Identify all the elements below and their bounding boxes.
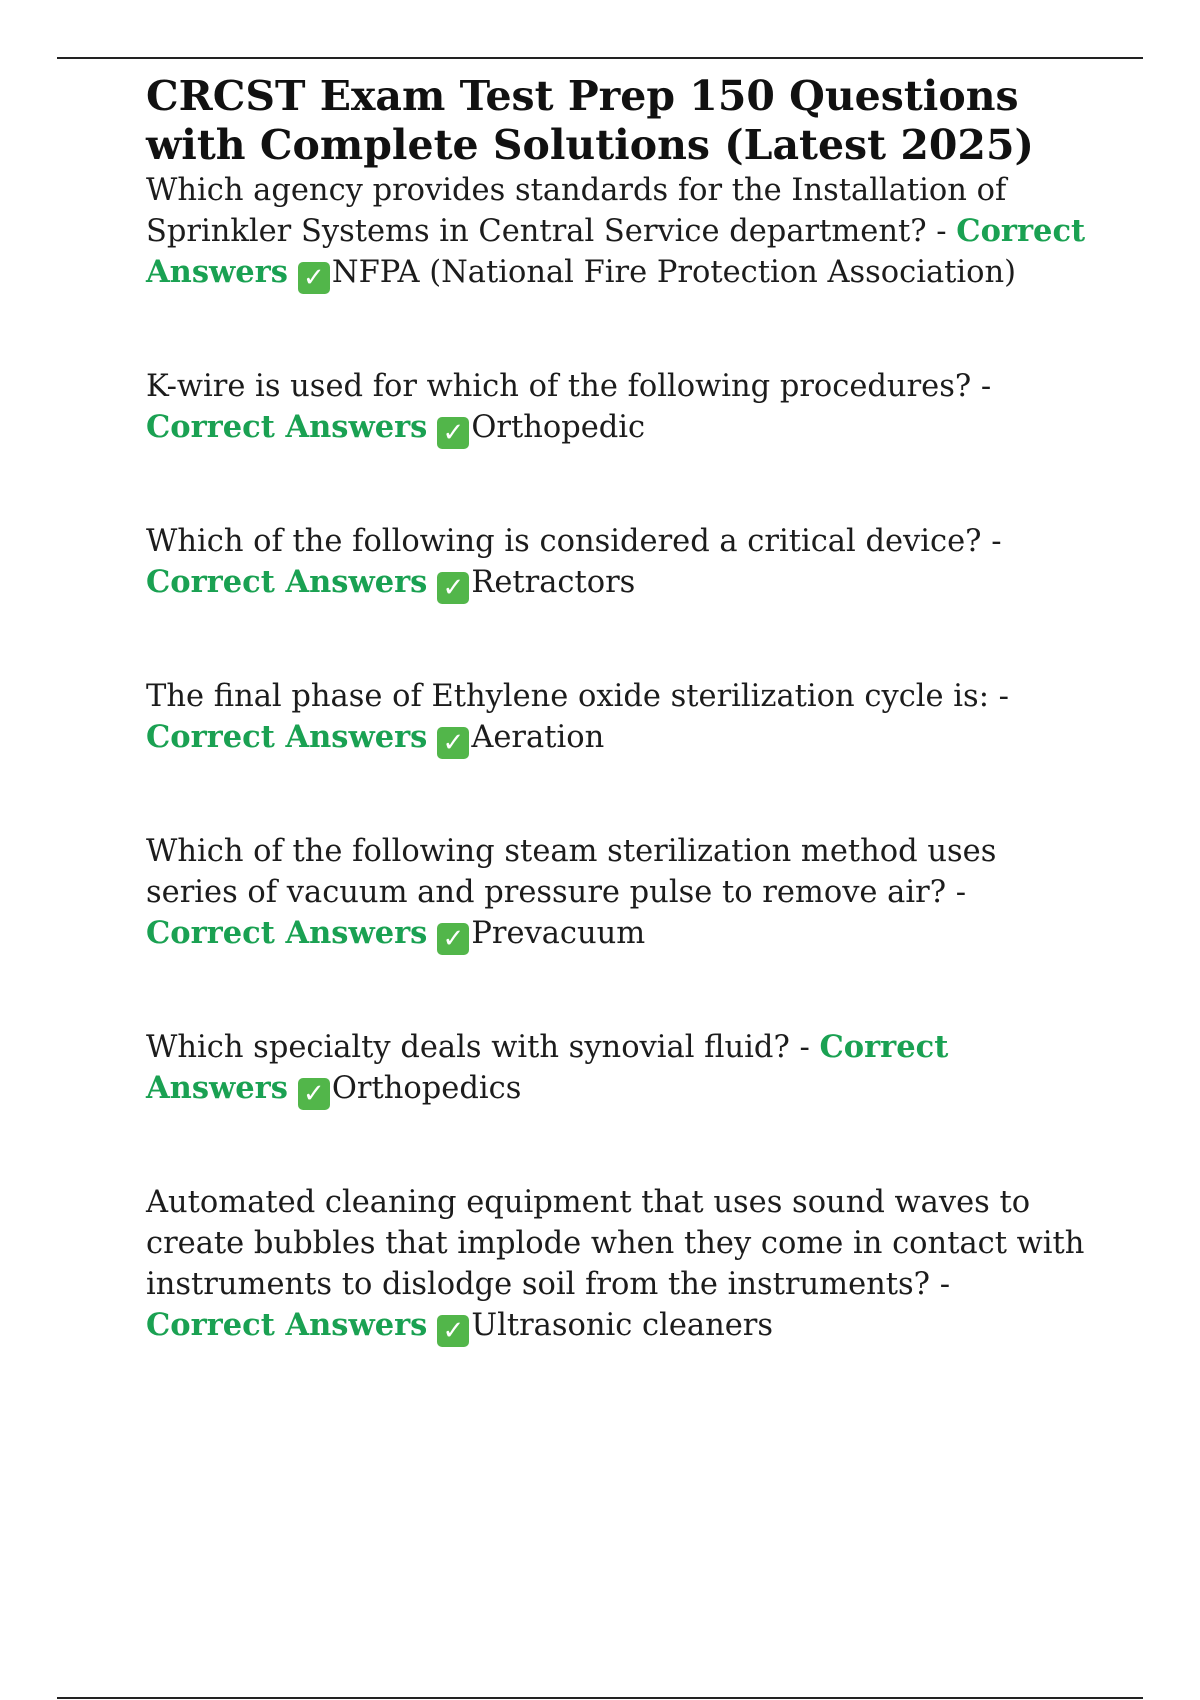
separator: - (946, 875, 967, 910)
check-mark-button-icon: ✓ (437, 417, 469, 449)
document-title: CRCST Exam Test Prep 150 Questions with Complete Solutions (Latest 2025) (146, 72, 1034, 169)
question-item (146, 521, 1086, 604)
separator: - (789, 1030, 820, 1065)
correct-answers-label: Correct Answers (146, 564, 428, 600)
answer-text: Ultrasonic cleaners (471, 1308, 774, 1343)
question-text: Automated cleaning equipment that uses sound waves to create bubbles that implode when they come in contact with instruments to dislodge soil from the instruments? (146, 1185, 1085, 1302)
question-item (146, 366, 1086, 449)
question-item (146, 170, 1086, 294)
question-item (146, 676, 1086, 759)
question-text: Which of the following steam sterilization method uses series of vacuum and pressure pulse to remove air? (146, 834, 997, 910)
bottom-rule (57, 1697, 1143, 1699)
correct-answers-label: Correct Answers (146, 1307, 428, 1343)
separator: - (930, 1267, 951, 1302)
question-item (146, 1182, 1086, 1347)
answer-text: Prevacuum (471, 916, 646, 951)
top-rule (57, 57, 1143, 59)
question-text: K-wire is used for which of the following procedures? (146, 369, 972, 404)
answer-text: Orthopedic (471, 410, 646, 445)
document-body (146, 72, 1086, 1347)
answer-text: NFPA (National Fire Protection Association) (331, 255, 1017, 290)
check-mark-button-icon: ✓ (298, 1078, 330, 1110)
question-item (146, 831, 1086, 955)
answer-text: Orthopedics (331, 1071, 522, 1106)
check-mark-button-icon: ✓ (437, 1315, 469, 1347)
check-mark-button-icon: ✓ (437, 923, 469, 955)
question-text: Which agency provides standards for the Installation of Sprinkler Systems in Central Service department? (146, 173, 1007, 249)
question-text: The final phase of Ethylene oxide sterilization cycle is: (146, 679, 989, 714)
question-text: Which specialty deals with synovial fluid? (146, 1030, 790, 1065)
correct-answers-label: Correct Answers (146, 915, 428, 951)
separator: - (926, 214, 957, 249)
correct-answers-label: Correct Answers (146, 1029, 949, 1106)
correct-answers-label: Correct Answers (146, 213, 1086, 290)
question-list (146, 170, 1086, 1347)
separator: - (971, 369, 992, 404)
check-mark-button-icon: ✓ (437, 727, 469, 759)
check-mark-button-icon: ✓ (298, 262, 330, 294)
answer-text: Retractors (471, 565, 636, 600)
correct-answers-label: Correct Answers (146, 409, 428, 445)
separator: - (981, 524, 1002, 559)
question-item (146, 1027, 1086, 1110)
question-text: Which of the following is considered a critical device? (146, 524, 982, 559)
separator: - (988, 679, 1009, 714)
answer-text: Aeration (471, 720, 605, 755)
correct-answers-label: Correct Answers (146, 719, 428, 755)
check-mark-button-icon: ✓ (437, 572, 469, 604)
